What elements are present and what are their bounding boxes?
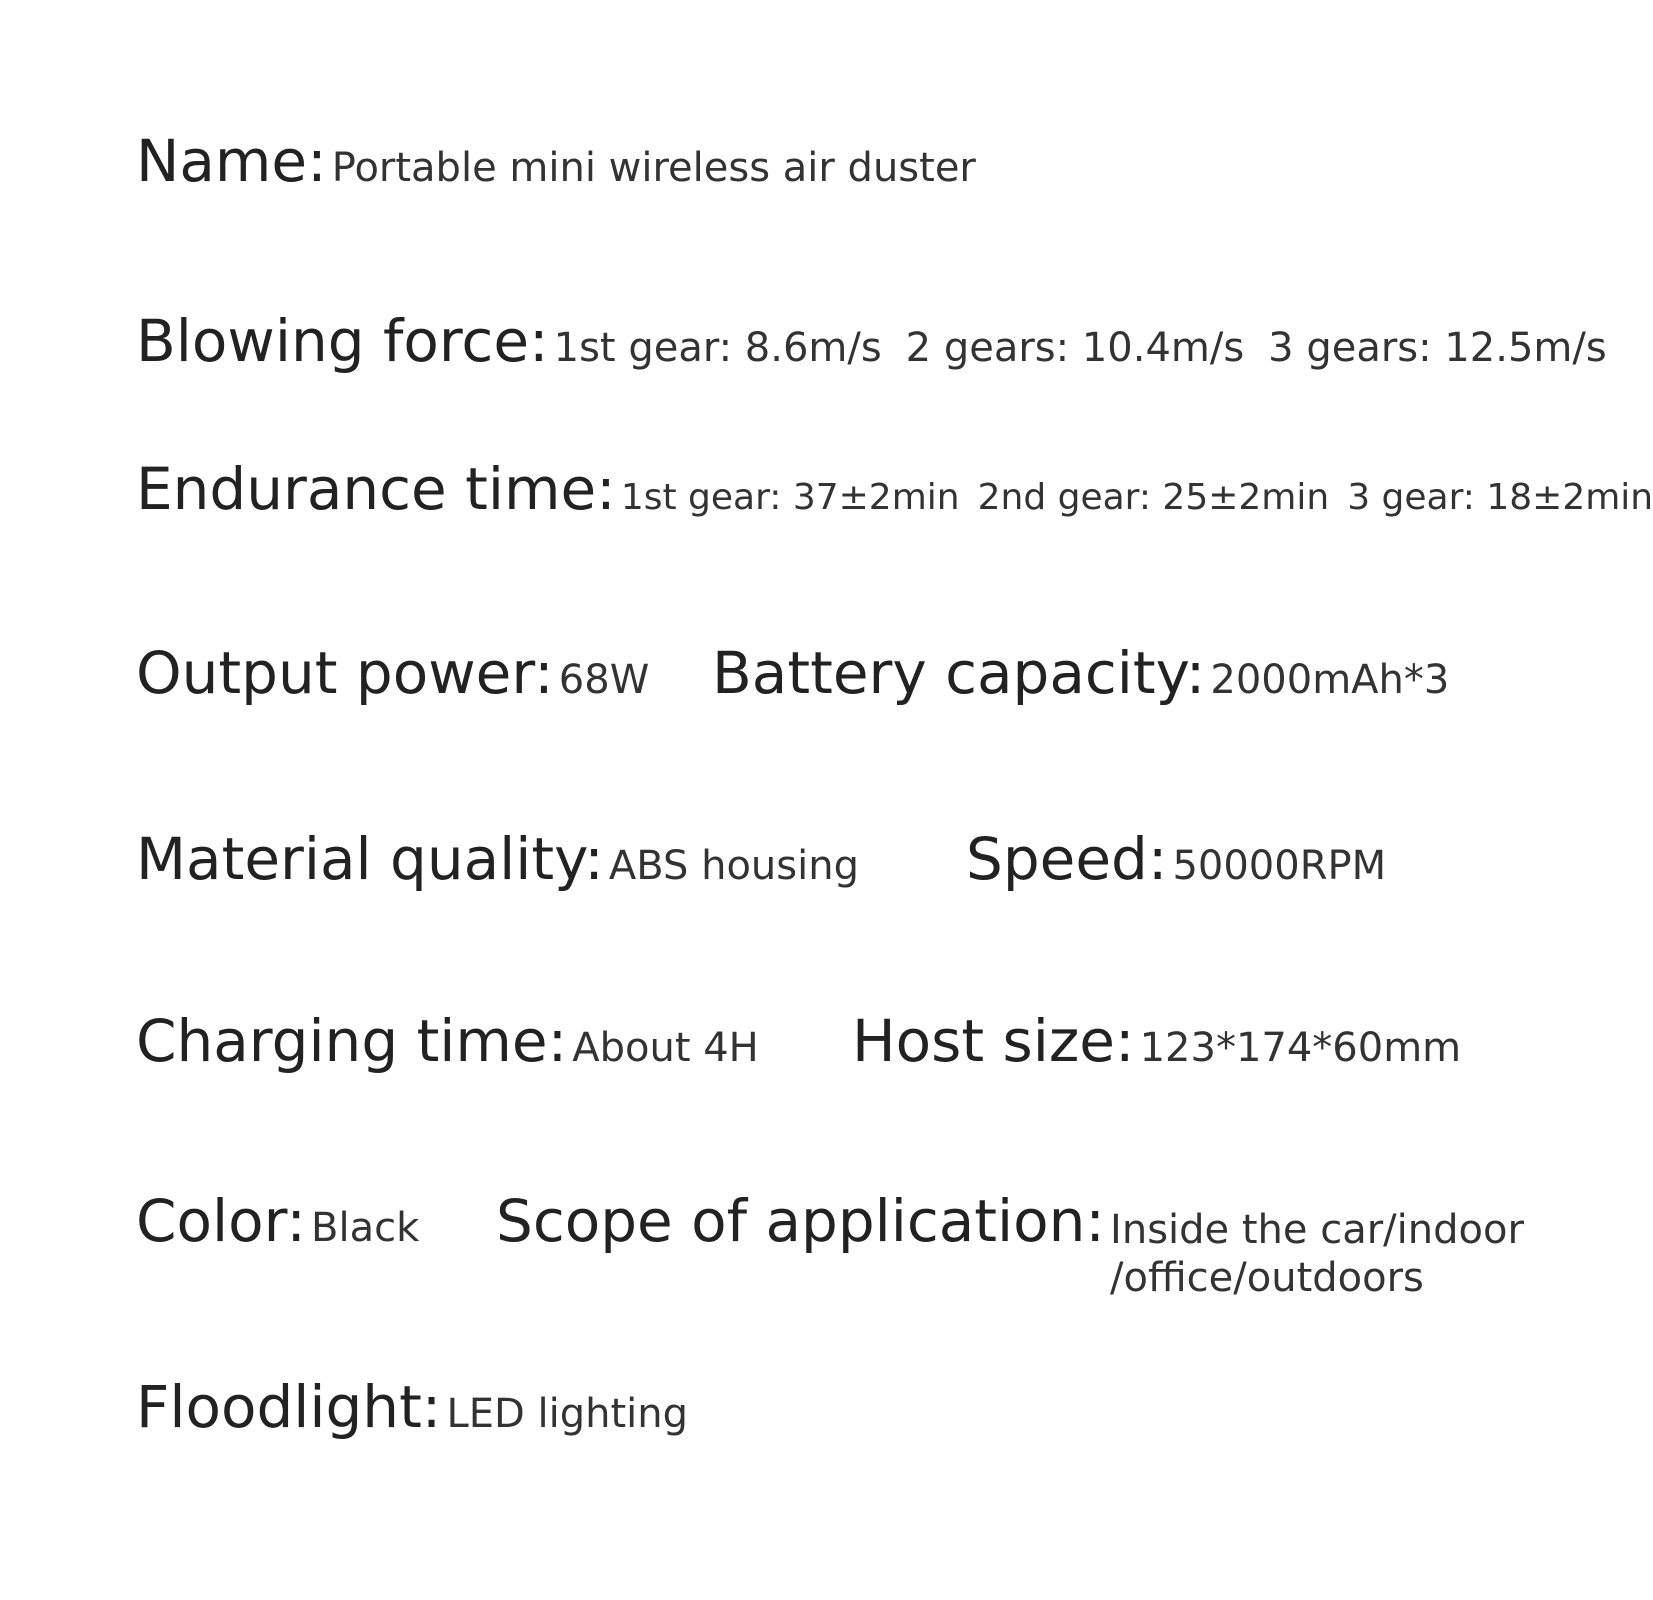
spec-floodlight (136, 1373, 689, 1441)
spec-charging-time (136, 1007, 759, 1075)
spec-scope-of-application-value (1110, 1192, 1524, 1302)
spec-output-power-label: Output power: (136, 639, 554, 707)
spec-blowing-force (136, 307, 1607, 375)
spec-name (136, 127, 976, 195)
spec-charging-time-value: About 4H (572, 1025, 759, 1071)
spec-speed-value: 50000RPM (1172, 843, 1387, 889)
spec-blowing-force-gear1: 1st gear: 8.6m/s (553, 325, 882, 371)
spec-output-power-value: 68W (558, 657, 650, 703)
spec-name-value: Portable mini wireless air duster (331, 145, 976, 191)
spec-endurance-time-gear2: 2nd gear: 25±2min (977, 477, 1330, 518)
spec-battery-capacity (712, 639, 1450, 707)
spec-output-power (136, 639, 650, 707)
spec-scope-of-application-value-line2: /office/outdoors (1110, 1255, 1424, 1301)
spec-blowing-force-gear3: 3 gears: 12.5m/s (1268, 325, 1607, 371)
spec-speed (966, 825, 1387, 893)
spec-endurance-time (136, 455, 1653, 523)
spec-scope-of-application-label: Scope of application: (496, 1187, 1105, 1255)
spec-endurance-time-gear1: 1st gear: 37±2min (620, 477, 960, 518)
spec-host-size (852, 1007, 1462, 1075)
spec-battery-capacity-value: 2000mAh*3 (1210, 657, 1450, 703)
spec-color-value: Black (311, 1205, 420, 1251)
spec-host-size-label: Host size: (852, 1007, 1135, 1075)
spec-endurance-time-gear3: 3 gear: 18±2min (1347, 477, 1653, 518)
spec-scope-of-application (496, 1187, 1524, 1302)
spec-material-quality-value: ABS housing (608, 843, 859, 889)
spec-floodlight-value: LED lighting (446, 1391, 689, 1437)
spec-host-size-value: 123*174*60mm (1139, 1025, 1462, 1071)
spec-name-label: Name: (136, 127, 327, 195)
spec-floodlight-label: Floodlight: (136, 1373, 442, 1441)
spec-material-quality-label: Material quality: (136, 825, 604, 893)
spec-color (136, 1187, 420, 1255)
spec-material-quality (136, 825, 859, 893)
spec-speed-label: Speed: (966, 825, 1168, 893)
spec-endurance-time-label: Endurance time: (136, 455, 616, 523)
spec-blowing-force-gear2: 2 gears: 10.4m/s (905, 325, 1245, 371)
spec-charging-time-label: Charging time: (136, 1007, 568, 1075)
spec-color-label: Color: (136, 1187, 306, 1255)
spec-scope-of-application-value-line1: Inside the car/indoor (1110, 1207, 1524, 1253)
spec-blowing-force-label: Blowing force: (136, 307, 549, 375)
spec-battery-capacity-label: Battery capacity: (712, 639, 1206, 707)
